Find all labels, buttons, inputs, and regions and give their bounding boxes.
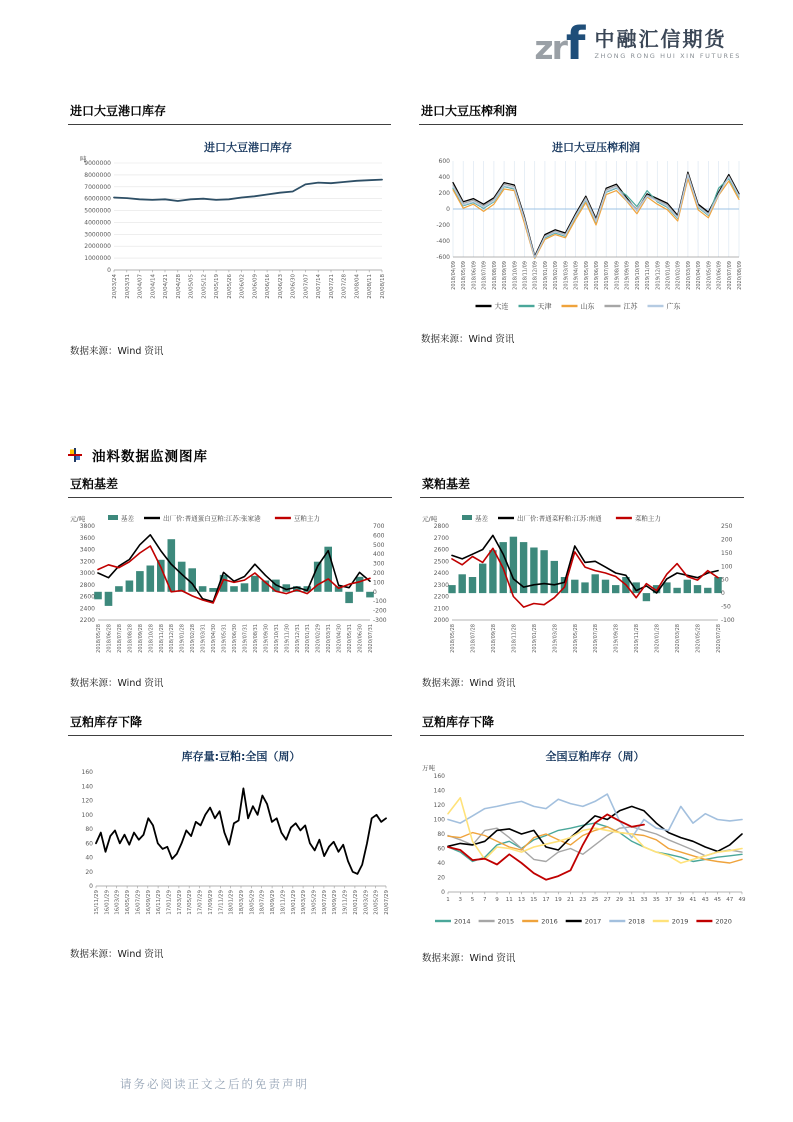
svg-text:2019/12/09: 2019/12/09 bbox=[655, 261, 662, 290]
company-logo bbox=[534, 16, 741, 72]
chart-crush-profit bbox=[419, 135, 743, 323]
svg-text:2018/07/28: 2018/07/28 bbox=[470, 624, 477, 653]
svg-text:出厂价:普通蛋白豆粕:江苏:张家港: 出厂价:普通蛋白豆粕:江苏:张家港 bbox=[163, 514, 261, 523]
svg-text:2020/03/09: 2020/03/09 bbox=[685, 261, 692, 290]
svg-text:2400: 2400 bbox=[79, 605, 95, 613]
svg-text:5: 5 bbox=[470, 897, 475, 903]
svg-text:元/吨: 元/吨 bbox=[70, 515, 86, 523]
svg-text:17/11/29: 17/11/29 bbox=[218, 890, 225, 915]
svg-text:20/07/21: 20/07/21 bbox=[329, 274, 335, 299]
svg-text:2019/12/31: 2019/12/31 bbox=[294, 624, 301, 653]
svg-text:160: 160 bbox=[433, 773, 445, 780]
svg-text:-100: -100 bbox=[373, 598, 387, 606]
svg-text:2018: 2018 bbox=[628, 917, 645, 926]
svg-text:20/08/11: 20/08/11 bbox=[367, 274, 374, 299]
panel-meal-inventory-line bbox=[68, 713, 392, 964]
svg-text:基差: 基差 bbox=[121, 514, 134, 523]
svg-text:3: 3 bbox=[458, 897, 463, 903]
svg-text:2020/06/09: 2020/06/09 bbox=[716, 261, 723, 290]
svg-text:17/09/29: 17/09/29 bbox=[207, 890, 214, 915]
svg-text:2600: 2600 bbox=[433, 546, 449, 554]
svg-text:2018/11/28: 2018/11/28 bbox=[158, 624, 165, 653]
svg-text:20/06/30: 20/06/30 bbox=[290, 274, 297, 299]
svg-text:100: 100 bbox=[433, 816, 445, 824]
svg-text:2020/01/31: 2020/01/31 bbox=[305, 624, 312, 653]
svg-text:0: 0 bbox=[721, 590, 725, 598]
svg-text:18/09/29: 18/09/29 bbox=[270, 890, 277, 915]
svg-text:2019/10/09: 2019/10/09 bbox=[634, 261, 641, 290]
svg-text:16/09/29: 16/09/29 bbox=[145, 890, 152, 915]
svg-text:120: 120 bbox=[433, 802, 445, 809]
svg-text:2019/05/09: 2019/05/09 bbox=[583, 261, 590, 290]
svg-text:19/07/29: 19/07/29 bbox=[321, 890, 328, 915]
svg-text:20/07/28: 20/07/28 bbox=[341, 274, 348, 299]
svg-text:19/09/29: 19/09/29 bbox=[332, 890, 339, 915]
svg-text:-100: -100 bbox=[721, 617, 735, 624]
data-source-3: 数据来源：Wind 资讯 bbox=[70, 678, 164, 689]
svg-text:2019/01/28: 2019/01/28 bbox=[531, 624, 538, 653]
svg-text:进口大豆压榨利润: 进口大豆压榨利润 bbox=[552, 141, 640, 154]
svg-text:40: 40 bbox=[437, 860, 445, 867]
svg-text:2018/10/09: 2018/10/09 bbox=[512, 261, 519, 290]
svg-text:120: 120 bbox=[81, 797, 93, 805]
svg-text:20/04/14: 20/04/14 bbox=[150, 274, 157, 299]
svg-text:2018/07/09: 2018/07/09 bbox=[481, 261, 488, 290]
chart-meal-inventory-weekly bbox=[68, 746, 392, 938]
svg-text:3400: 3400 bbox=[79, 546, 95, 554]
svg-text:天津: 天津 bbox=[537, 302, 552, 311]
row-3 bbox=[68, 713, 746, 964]
svg-text:33: 33 bbox=[640, 897, 648, 903]
svg-text:40: 40 bbox=[85, 854, 93, 862]
svg-text:4000000: 4000000 bbox=[84, 219, 111, 227]
svg-text:2020/05/28: 2020/05/28 bbox=[695, 624, 702, 653]
svg-text:2018/09/28: 2018/09/28 bbox=[137, 624, 144, 653]
svg-text:2300: 2300 bbox=[433, 581, 449, 589]
svg-text:2018/12/09: 2018/12/09 bbox=[532, 261, 539, 290]
svg-text:2400: 2400 bbox=[433, 570, 449, 577]
svg-text:-600: -600 bbox=[436, 254, 450, 261]
content bbox=[0, 102, 793, 964]
svg-text:17/07/29: 17/07/29 bbox=[197, 890, 204, 915]
svg-text:400: 400 bbox=[373, 551, 385, 559]
svg-text:2020/06/30: 2020/06/30 bbox=[357, 624, 364, 653]
svg-text:2500: 2500 bbox=[433, 558, 449, 566]
svg-text:2019/09/30: 2019/09/30 bbox=[263, 624, 270, 653]
svg-text:2019/02/09: 2019/02/09 bbox=[553, 261, 560, 290]
svg-text:2000000: 2000000 bbox=[84, 243, 111, 251]
row-1 bbox=[68, 102, 743, 357]
panel-port-inventory bbox=[68, 102, 391, 357]
svg-text:2020/08/09: 2020/08/09 bbox=[737, 261, 743, 290]
svg-text:9: 9 bbox=[495, 897, 499, 903]
svg-text:2018/08/09: 2018/08/09 bbox=[491, 261, 498, 290]
svg-text:-50: -50 bbox=[721, 603, 731, 611]
svg-text:35: 35 bbox=[652, 897, 660, 903]
svg-text:45: 45 bbox=[714, 897, 721, 903]
svg-text:2019/05/28: 2019/05/28 bbox=[572, 624, 579, 653]
svg-text:进口大豆港口库存: 进口大豆港口库存 bbox=[204, 141, 292, 154]
svg-text:1: 1 bbox=[446, 897, 450, 903]
svg-text:吨: 吨 bbox=[80, 155, 87, 163]
svg-text:0: 0 bbox=[446, 206, 450, 213]
heading-soybean-meal-basis: 豆粕基差 bbox=[68, 475, 392, 498]
logo-mark bbox=[534, 16, 586, 70]
svg-text:20/06/16: 20/06/16 bbox=[265, 274, 272, 299]
svg-text:8000000: 8000000 bbox=[84, 171, 111, 179]
svg-text:3200: 3200 bbox=[79, 558, 95, 566]
svg-text:20/05/19: 20/05/19 bbox=[214, 274, 221, 299]
svg-text:3000: 3000 bbox=[79, 570, 95, 577]
svg-text:2019/07/28: 2019/07/28 bbox=[593, 624, 600, 653]
heading-meal-inventory-right: 豆粕库存下降 bbox=[420, 713, 744, 736]
svg-text:0: 0 bbox=[89, 883, 93, 890]
svg-text:16/05/29: 16/05/29 bbox=[125, 890, 132, 915]
svg-text:2700: 2700 bbox=[433, 534, 449, 542]
svg-text:20/06/02: 20/06/02 bbox=[239, 274, 246, 299]
svg-text:19/01/29: 19/01/29 bbox=[290, 890, 297, 915]
svg-text:2020/03/28: 2020/03/28 bbox=[675, 624, 682, 653]
svg-text:出厂价:普通菜籽粕:江苏:南通: 出厂价:普通菜籽粕:江苏:南通 bbox=[517, 514, 602, 523]
svg-text:2020/07/31: 2020/07/31 bbox=[368, 624, 374, 653]
svg-text:17/03/29: 17/03/29 bbox=[176, 890, 183, 915]
svg-text:20/03/29: 20/03/29 bbox=[363, 890, 370, 915]
svg-text:2019/09/09: 2019/09/09 bbox=[624, 261, 631, 290]
svg-text:2019/11/28: 2019/11/28 bbox=[634, 624, 641, 653]
svg-text:140: 140 bbox=[81, 783, 93, 791]
svg-text:2016: 2016 bbox=[541, 917, 558, 926]
svg-text:2015: 2015 bbox=[497, 917, 515, 926]
svg-text:160: 160 bbox=[81, 769, 93, 776]
data-source-6: 数据来源：Wind 资讯 bbox=[422, 953, 516, 964]
panel-rapeseed-meal-basis bbox=[420, 475, 744, 689]
svg-text:2200: 2200 bbox=[433, 593, 449, 601]
svg-text:20/05/26: 20/05/26 bbox=[226, 274, 233, 299]
svg-text:2000: 2000 bbox=[433, 617, 449, 624]
svg-text:100: 100 bbox=[81, 811, 93, 819]
svg-text:400: 400 bbox=[438, 174, 450, 181]
heading-rapeseed-meal-basis: 菜粕基差 bbox=[420, 475, 744, 498]
svg-text:2019: 2019 bbox=[671, 917, 689, 926]
svg-text:2019/03/31: 2019/03/31 bbox=[200, 624, 207, 653]
svg-text:2019/01/09: 2019/01/09 bbox=[542, 261, 549, 290]
data-source-2: 数据来源：Wind 资讯 bbox=[421, 334, 515, 345]
panel-crush-profit bbox=[419, 102, 743, 357]
svg-text:19/11/29: 19/11/29 bbox=[342, 890, 349, 915]
svg-text:2018/05/28: 2018/05/28 bbox=[450, 624, 456, 653]
svg-text:2019/02/28: 2019/02/28 bbox=[190, 624, 197, 653]
svg-text:3600: 3600 bbox=[79, 534, 95, 542]
svg-text:2018/07/28: 2018/07/28 bbox=[116, 624, 123, 653]
panel-soybean-meal-basis bbox=[68, 475, 392, 689]
svg-text:27: 27 bbox=[603, 897, 611, 903]
logo-f-text: f bbox=[565, 16, 586, 70]
logo-text bbox=[594, 28, 741, 60]
svg-text:2017: 2017 bbox=[584, 917, 602, 926]
svg-text:20/06/23: 20/06/23 bbox=[277, 274, 284, 299]
svg-text:20/07/14: 20/07/14 bbox=[316, 274, 323, 299]
svg-text:150: 150 bbox=[721, 549, 733, 557]
svg-text:20/06/09: 20/06/09 bbox=[252, 274, 259, 299]
svg-text:5000000: 5000000 bbox=[84, 207, 111, 215]
svg-text:2600: 2600 bbox=[79, 593, 95, 601]
row-2 bbox=[68, 475, 743, 689]
svg-text:2018/06/09: 2018/06/09 bbox=[471, 261, 478, 290]
svg-text:100: 100 bbox=[721, 563, 733, 571]
svg-text:-400: -400 bbox=[436, 238, 450, 245]
svg-text:60: 60 bbox=[437, 845, 445, 853]
svg-text:2018/09/09: 2018/09/09 bbox=[502, 261, 509, 290]
svg-text:20: 20 bbox=[437, 874, 445, 882]
svg-text:2800: 2800 bbox=[433, 523, 449, 530]
svg-text:140: 140 bbox=[433, 787, 445, 795]
data-source-1: 数据来源：Wind 资讯 bbox=[70, 346, 164, 357]
svg-text:2019/06/09: 2019/06/09 bbox=[594, 261, 600, 290]
svg-text:-200: -200 bbox=[373, 607, 387, 615]
svg-text:80: 80 bbox=[85, 826, 93, 833]
svg-text:9000000: 9000000 bbox=[84, 160, 111, 167]
svg-text:2019/08/31: 2019/08/31 bbox=[252, 624, 259, 653]
svg-text:库存量:豆粕:全国（周）: 库存量:豆粕:全国（周） bbox=[181, 750, 301, 763]
svg-text:2019/10/31: 2019/10/31 bbox=[273, 624, 280, 653]
svg-text:2019/08/09: 2019/08/09 bbox=[614, 261, 621, 290]
svg-text:2019/01/28: 2019/01/28 bbox=[179, 624, 186, 653]
svg-text:100: 100 bbox=[373, 579, 385, 587]
svg-text:2018/11/09: 2018/11/09 bbox=[522, 261, 529, 290]
svg-text:700: 700 bbox=[373, 523, 385, 530]
svg-text:19/03/29: 19/03/29 bbox=[301, 890, 308, 915]
svg-text:广东: 广东 bbox=[666, 302, 681, 311]
svg-text:250: 250 bbox=[721, 523, 733, 530]
svg-text:16/03/29: 16/03/29 bbox=[114, 890, 121, 915]
svg-text:2020/03/31: 2020/03/31 bbox=[326, 624, 333, 653]
svg-text:21: 21 bbox=[567, 897, 574, 903]
svg-text:17/05/29: 17/05/29 bbox=[187, 890, 194, 915]
svg-text:60: 60 bbox=[85, 840, 93, 848]
svg-text:20/04/07: 20/04/07 bbox=[137, 274, 144, 299]
svg-text:2018/09/28: 2018/09/28 bbox=[490, 624, 497, 653]
chart-port-inventory bbox=[68, 135, 391, 335]
svg-text:2018/08/28: 2018/08/28 bbox=[127, 624, 134, 653]
svg-text:16/11/29: 16/11/29 bbox=[156, 890, 163, 915]
svg-text:15: 15 bbox=[530, 897, 538, 903]
svg-text:全国豆粕库存（周）: 全国豆粕库存（周） bbox=[545, 750, 645, 763]
svg-text:43: 43 bbox=[701, 897, 709, 903]
svg-text:11: 11 bbox=[505, 897, 513, 903]
svg-text:20: 20 bbox=[85, 868, 93, 876]
svg-text:20/04/28: 20/04/28 bbox=[175, 274, 182, 299]
svg-text:2019/03/09: 2019/03/09 bbox=[563, 261, 570, 290]
sparkle-icon bbox=[68, 448, 82, 462]
svg-text:6000000: 6000000 bbox=[84, 195, 111, 203]
svg-text:20/05/12: 20/05/12 bbox=[201, 274, 208, 299]
svg-text:2020/02/09: 2020/02/09 bbox=[675, 261, 682, 290]
svg-text:2019/06/30: 2019/06/30 bbox=[232, 624, 238, 653]
svg-text:2100: 2100 bbox=[433, 605, 449, 613]
svg-text:7: 7 bbox=[483, 897, 487, 903]
svg-text:13: 13 bbox=[518, 897, 525, 903]
svg-text:600: 600 bbox=[438, 158, 450, 165]
svg-text:20/04/21: 20/04/21 bbox=[163, 274, 169, 299]
svg-text:3000000: 3000000 bbox=[84, 231, 111, 239]
svg-text:2018/10/28: 2018/10/28 bbox=[148, 624, 155, 653]
svg-text:29: 29 bbox=[616, 897, 623, 903]
svg-text:18/03/29: 18/03/29 bbox=[239, 890, 245, 915]
svg-text:-200: -200 bbox=[436, 222, 450, 229]
heading-crush-profit: 进口大豆压榨利润 bbox=[419, 102, 743, 125]
svg-text:7000000: 7000000 bbox=[84, 183, 111, 191]
svg-text:20/08/18: 20/08/18 bbox=[380, 274, 386, 299]
svg-text:2014: 2014 bbox=[454, 917, 471, 926]
svg-text:2019/05/31: 2019/05/31 bbox=[221, 624, 228, 653]
svg-text:2018/05/28: 2018/05/28 bbox=[96, 624, 102, 653]
svg-text:3800: 3800 bbox=[79, 523, 95, 530]
svg-text:-300: -300 bbox=[373, 617, 387, 624]
svg-text:2019/07/09: 2019/07/09 bbox=[604, 261, 611, 290]
logo-zr-text: zr bbox=[534, 27, 566, 67]
svg-text:20/07/29: 20/07/29 bbox=[384, 890, 390, 915]
svg-text:2800: 2800 bbox=[79, 581, 95, 589]
svg-text:2018/06/28: 2018/06/28 bbox=[106, 624, 113, 653]
svg-text:37: 37 bbox=[665, 897, 672, 903]
svg-text:2020/05/31: 2020/05/31 bbox=[347, 624, 354, 653]
svg-text:大连: 大连 bbox=[494, 302, 509, 311]
svg-text:19/05/29: 19/05/29 bbox=[311, 890, 318, 915]
svg-text:2020/04/30: 2020/04/30 bbox=[336, 624, 343, 653]
svg-text:19: 19 bbox=[554, 897, 562, 903]
svg-text:18/07/29: 18/07/29 bbox=[259, 890, 266, 915]
svg-text:2019/07/31: 2019/07/31 bbox=[242, 624, 249, 653]
svg-text:2019/04/30: 2019/04/30 bbox=[211, 624, 218, 653]
svg-text:2019/09/28: 2019/09/28 bbox=[613, 624, 620, 653]
svg-text:50: 50 bbox=[721, 576, 729, 584]
svg-text:20/08/04: 20/08/04 bbox=[354, 274, 361, 299]
svg-text:200: 200 bbox=[373, 570, 385, 577]
svg-text:20/05/29: 20/05/29 bbox=[373, 890, 380, 915]
svg-text:41: 41 bbox=[689, 897, 697, 903]
company-name-cn: 中融汇信期货 bbox=[594, 27, 727, 51]
svg-text:20/01/29: 20/01/29 bbox=[352, 890, 359, 915]
svg-text:49: 49 bbox=[738, 897, 746, 903]
svg-text:23: 23 bbox=[579, 897, 587, 903]
svg-text:600: 600 bbox=[373, 532, 385, 540]
svg-text:豆粕主力: 豆粕主力 bbox=[293, 514, 320, 523]
chart-meal-inventory-by-year bbox=[420, 746, 744, 942]
svg-text:2020/07/28: 2020/07/28 bbox=[716, 624, 722, 653]
svg-text:200: 200 bbox=[438, 190, 450, 197]
svg-text:2019/11/09: 2019/11/09 bbox=[645, 261, 652, 290]
svg-text:2018/12/28: 2018/12/28 bbox=[169, 624, 176, 653]
svg-text:2020/01/09: 2020/01/09 bbox=[665, 261, 672, 290]
svg-text:80: 80 bbox=[437, 831, 445, 838]
svg-text:18/11/29: 18/11/29 bbox=[280, 890, 287, 915]
data-source-4: 数据来源：Wind 资讯 bbox=[422, 678, 516, 689]
svg-text:0: 0 bbox=[373, 588, 377, 596]
svg-text:25: 25 bbox=[591, 897, 599, 903]
svg-text:15/11/29: 15/11/29 bbox=[94, 890, 100, 915]
svg-text:2200: 2200 bbox=[79, 617, 95, 624]
svg-text:20/07/07: 20/07/07 bbox=[303, 274, 310, 299]
svg-text:20/03/24: 20/03/24 bbox=[112, 274, 118, 299]
svg-text:2018/05/09: 2018/05/09 bbox=[461, 261, 468, 290]
svg-text:2020: 2020 bbox=[715, 917, 732, 926]
heading-port-inventory: 进口大豆港口库存 bbox=[68, 102, 391, 125]
svg-text:300: 300 bbox=[373, 560, 385, 568]
footer-disclaimer: 请务必阅读正文之后的免责声明 bbox=[120, 1077, 309, 1091]
svg-text:18/01/29: 18/01/29 bbox=[228, 890, 235, 915]
svg-text:万吨: 万吨 bbox=[422, 764, 435, 772]
company-name-en: ZHONG RONG HUI XIN FUTURES bbox=[594, 52, 741, 60]
svg-text:元/吨: 元/吨 bbox=[422, 515, 438, 523]
svg-text:47: 47 bbox=[726, 897, 734, 903]
svg-text:2020/04/09: 2020/04/09 bbox=[696, 261, 703, 290]
svg-text:0: 0 bbox=[441, 889, 445, 896]
heading-meal-inventory-left: 豆粕库存下降 bbox=[68, 713, 392, 736]
svg-text:菜粕主力: 菜粕主力 bbox=[634, 514, 661, 523]
svg-text:2020/01/28: 2020/01/28 bbox=[654, 624, 661, 653]
header bbox=[0, 0, 793, 72]
svg-text:17: 17 bbox=[542, 897, 550, 903]
svg-text:2018/11/28: 2018/11/28 bbox=[511, 624, 518, 653]
chart-rapeseed-meal-basis bbox=[420, 508, 744, 667]
svg-text:山东: 山东 bbox=[580, 302, 595, 311]
svg-text:2019/03/28: 2019/03/28 bbox=[552, 624, 559, 653]
svg-text:2020/05/09: 2020/05/09 bbox=[706, 261, 713, 290]
chart-soybean-meal-basis bbox=[68, 508, 392, 667]
svg-text:2019/11/30: 2019/11/30 bbox=[284, 624, 291, 653]
gallery-heading bbox=[68, 445, 743, 465]
svg-text:200: 200 bbox=[721, 536, 733, 544]
svg-text:江苏: 江苏 bbox=[623, 302, 638, 311]
svg-text:39: 39 bbox=[677, 897, 685, 903]
svg-text:基差: 基差 bbox=[475, 514, 488, 523]
svg-text:20/03/31: 20/03/31 bbox=[124, 274, 131, 299]
svg-text:500: 500 bbox=[373, 541, 385, 549]
svg-text:31: 31 bbox=[628, 897, 636, 903]
svg-text:0: 0 bbox=[107, 267, 111, 274]
svg-text:2018/04/09: 2018/04/09 bbox=[451, 261, 457, 290]
panel-meal-inventory-years bbox=[420, 713, 744, 964]
svg-text:16/07/29: 16/07/29 bbox=[135, 890, 142, 915]
svg-text:2020/02/29: 2020/02/29 bbox=[315, 624, 322, 653]
svg-text:2019/04/09: 2019/04/09 bbox=[573, 261, 580, 290]
svg-text:17/01/29: 17/01/29 bbox=[166, 890, 173, 915]
svg-text:18/05/29: 18/05/29 bbox=[249, 890, 256, 915]
svg-text:1000000: 1000000 bbox=[84, 255, 111, 263]
svg-text:16/01/29: 16/01/29 bbox=[104, 890, 111, 915]
svg-text:20/05/05: 20/05/05 bbox=[188, 274, 195, 299]
data-source-5: 数据来源：Wind 资讯 bbox=[70, 949, 164, 960]
svg-text:2020/07/09: 2020/07/09 bbox=[726, 261, 733, 290]
gallery-title: 油料数据监测图库 bbox=[92, 449, 208, 465]
